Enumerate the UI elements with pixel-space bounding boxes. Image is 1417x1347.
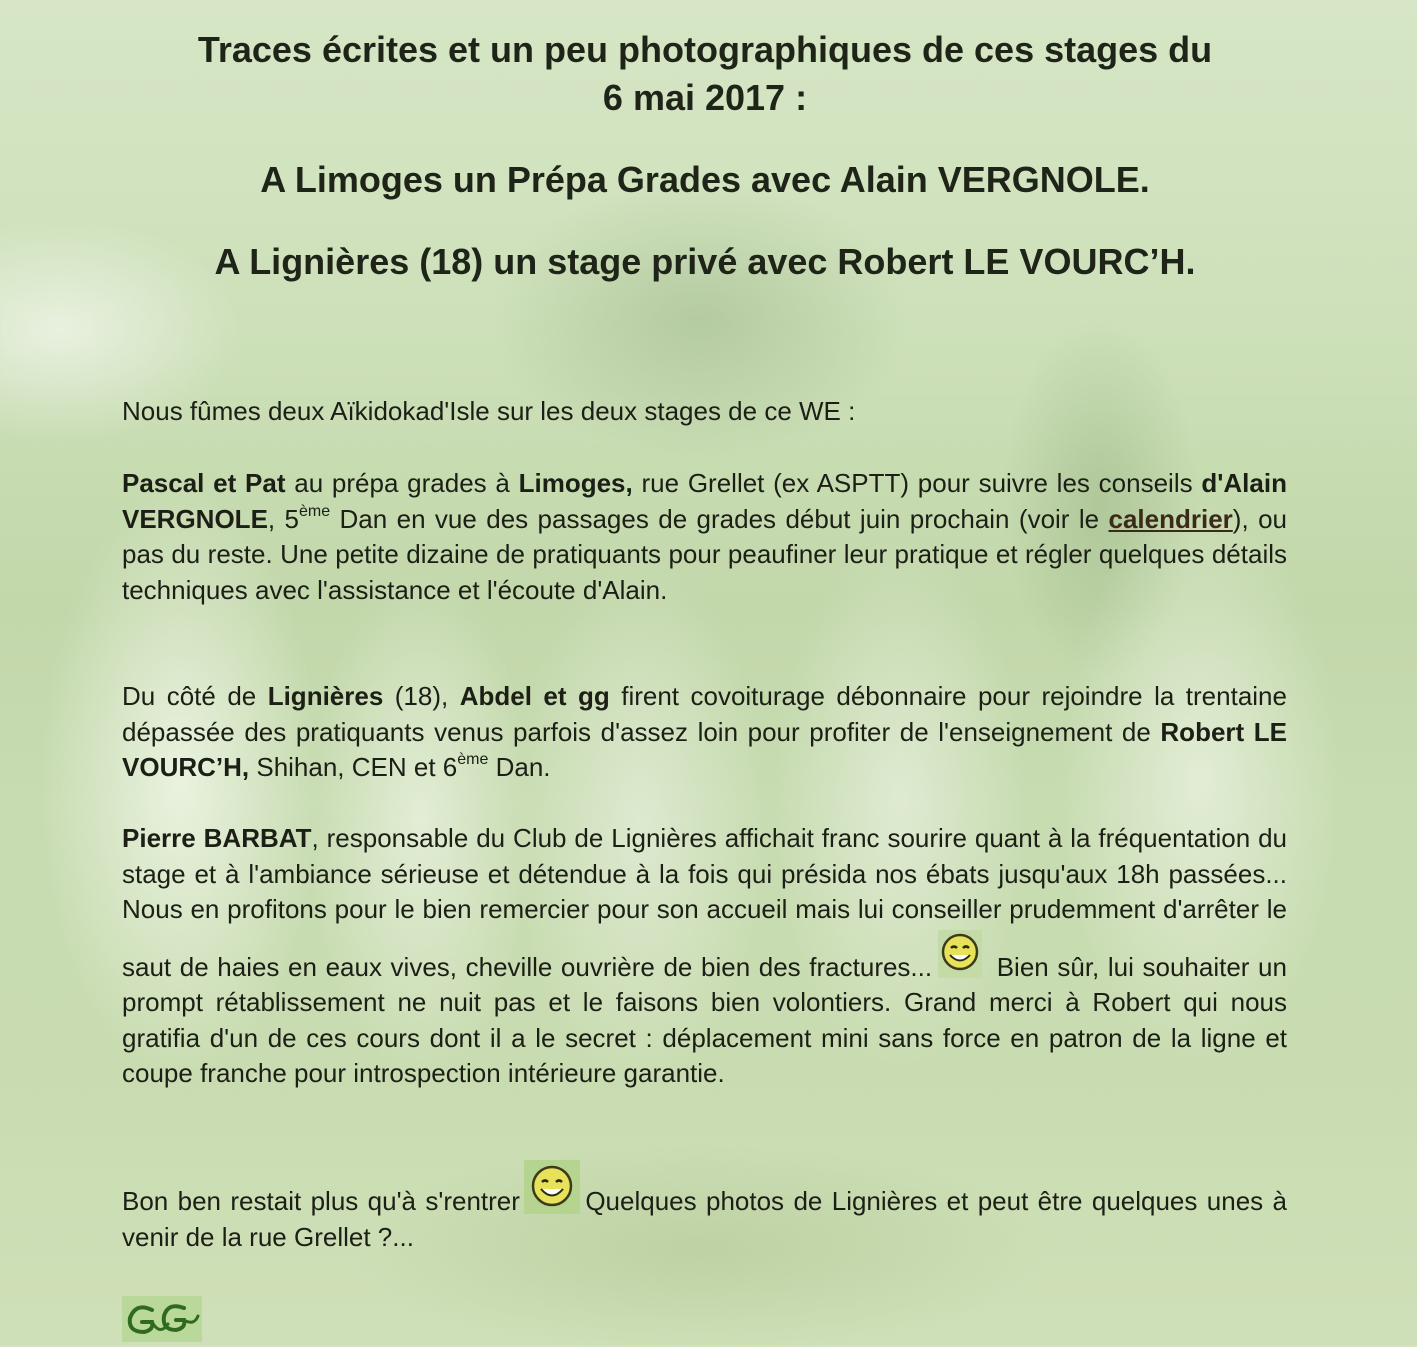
text-span: Bon ben restait plus qu'à s'rentrer bbox=[122, 1186, 520, 1216]
text-span: rue Grellet (ex ASPTT) pour suivre les conseils bbox=[632, 468, 1202, 498]
title-line-2: 6 mai 2017 : bbox=[602, 77, 808, 118]
limoges-paragraph bbox=[122, 466, 1287, 608]
text-span: Shihan, CEN et 6 bbox=[249, 752, 458, 782]
smiley-icon bbox=[524, 1160, 572, 1212]
intro-text: Nous fûmes deux Aïkidokad'Isle sur les deux stages de ce WE : bbox=[122, 396, 856, 426]
title-line-1: Traces écrites et un peu photographiques de ces stages du bbox=[197, 29, 1213, 70]
name-alain-vergnole: d'Alain VERGNOLE bbox=[122, 468, 1287, 534]
text-span: , responsable du Club de Lignières affichait franc sourire quant à la fréquentation du stage et à l'ambiance sérieuse et détendue à la fois qui présida nos ébats jusqu'aux 18h passées... Nous en profitons pour le bien remercier pour son accueil mais lui conseiller prudemment d'arrêter le saut de haies en eaux vives, cheville ouvrière de bien des fractures... bbox=[122, 823, 1288, 982]
text-span: Quelques photos de Lignières et peut être quelques unes à venir de la rue Grellet ?... bbox=[122, 1186, 1287, 1252]
intro-paragraph bbox=[122, 394, 1287, 430]
name-pierre-barbat: Pierre BARBAT bbox=[122, 823, 312, 853]
smiley-icon bbox=[936, 928, 984, 980]
superscript: ème bbox=[457, 751, 489, 768]
place-limoges: Limoges, bbox=[518, 468, 633, 498]
text-span: Dan. bbox=[488, 752, 551, 782]
signature-logo bbox=[122, 1296, 202, 1342]
text-span: , 5 bbox=[267, 503, 299, 534]
text-span: Du côté de bbox=[122, 681, 268, 711]
calendrier-link[interactable]: calendrier bbox=[1108, 503, 1233, 534]
text-span: (18), bbox=[383, 681, 460, 711]
text-span: ), ou pas du reste. Une petite dizaine de pratiquants pour peaufiner leur pratique et régler quelques détails techniques avec l'assistance et l'écoute d'Alain. bbox=[122, 503, 1287, 605]
closing-paragraph bbox=[122, 1160, 1287, 1255]
place-lignieres: Lignières bbox=[267, 681, 384, 711]
text-span: Bien sûr, lui souhaiter un prompt rétablissement ne nuit pas et le faisons bien volontiers. Grand merci à Robert qui nous gratifia d'un de ces cours dont il a le secret : déplacement mini sans force en patron de la ligne et coupe franche pour introspection intérieure garantie. bbox=[122, 951, 1287, 1088]
names-abdel-gg: Abdel et gg bbox=[459, 681, 610, 711]
text-span: Dan en vue des passages de grades début juin prochain (voir le bbox=[330, 503, 1109, 534]
page-header bbox=[80, 26, 1330, 286]
lignieres-paragraph bbox=[122, 679, 1287, 786]
text-span: au prépa grades à bbox=[285, 468, 519, 498]
names-pascal-pat: Pascal et Pat bbox=[122, 468, 286, 498]
text-span: firent covoiturage débonnaire pour rejoindre la trentaine dépassée des pratiquants venus parfois d'assez loin pour profiter de l'enseignement de bbox=[122, 681, 1287, 747]
name-robert-le-vourch: Robert LE VOURC’H, bbox=[122, 716, 1287, 782]
superscript: ème bbox=[299, 502, 331, 520]
subtitle-lignieres: A Lignières (18) un stage privé avec Robert LE VOURC’H. bbox=[214, 241, 1196, 282]
subtitle-limoges: A Limoges un Prépa Grades avec Alain VERGNOLE. bbox=[260, 159, 1150, 200]
barbat-paragraph bbox=[122, 821, 1287, 1092]
